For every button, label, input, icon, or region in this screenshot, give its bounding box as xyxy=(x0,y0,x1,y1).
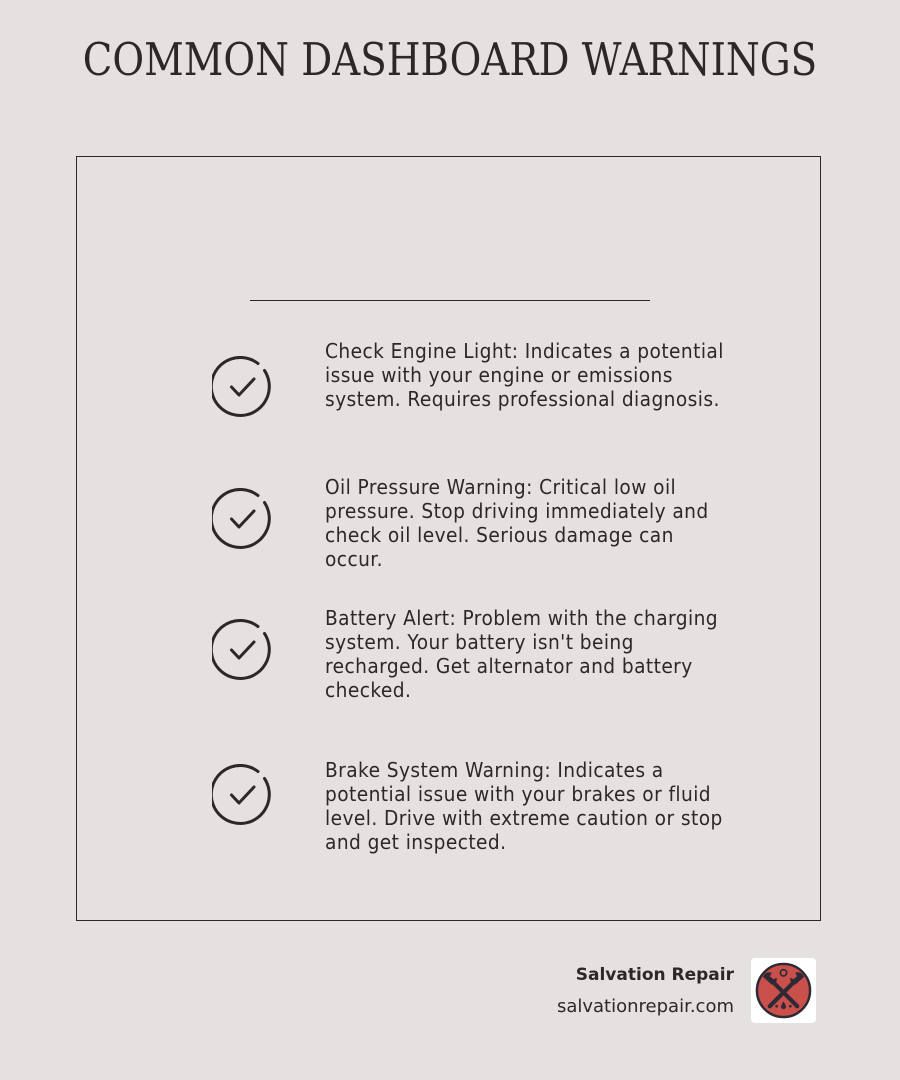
divider-line xyxy=(250,300,650,301)
warning-text: Oil Pressure Warning: Critical low oil pressure. Stop driving immediately and check oil level. Serious damage can occur. xyxy=(325,475,709,571)
check-circle-icon xyxy=(212,356,274,418)
crossed-wrenches-logo-icon xyxy=(754,961,813,1020)
page-title: COMMON DASHBOARD WARNINGS xyxy=(82,33,818,86)
warning-text: Brake System Warning: Indicates a potential issue with your brakes or fluid level. Drive with extreme caution or stop and get inspected. xyxy=(325,758,723,854)
check-circle-icon xyxy=(212,764,274,826)
warning-text: Check Engine Light: Indicates a potential issue with your engine or emissions system. Requires professional diagnosis. xyxy=(325,339,724,411)
warning-text: Battery Alert: Problem with the charging system. Your battery isn't being recharged. Get alternator and battery checked. xyxy=(325,606,719,702)
check-circle-icon xyxy=(212,488,274,550)
brand-logo xyxy=(751,958,816,1023)
check-circle-icon xyxy=(212,619,274,681)
website-link[interactable]: salvationrepair.com xyxy=(556,996,734,1017)
brand-name: Salvation Repair xyxy=(575,965,734,985)
